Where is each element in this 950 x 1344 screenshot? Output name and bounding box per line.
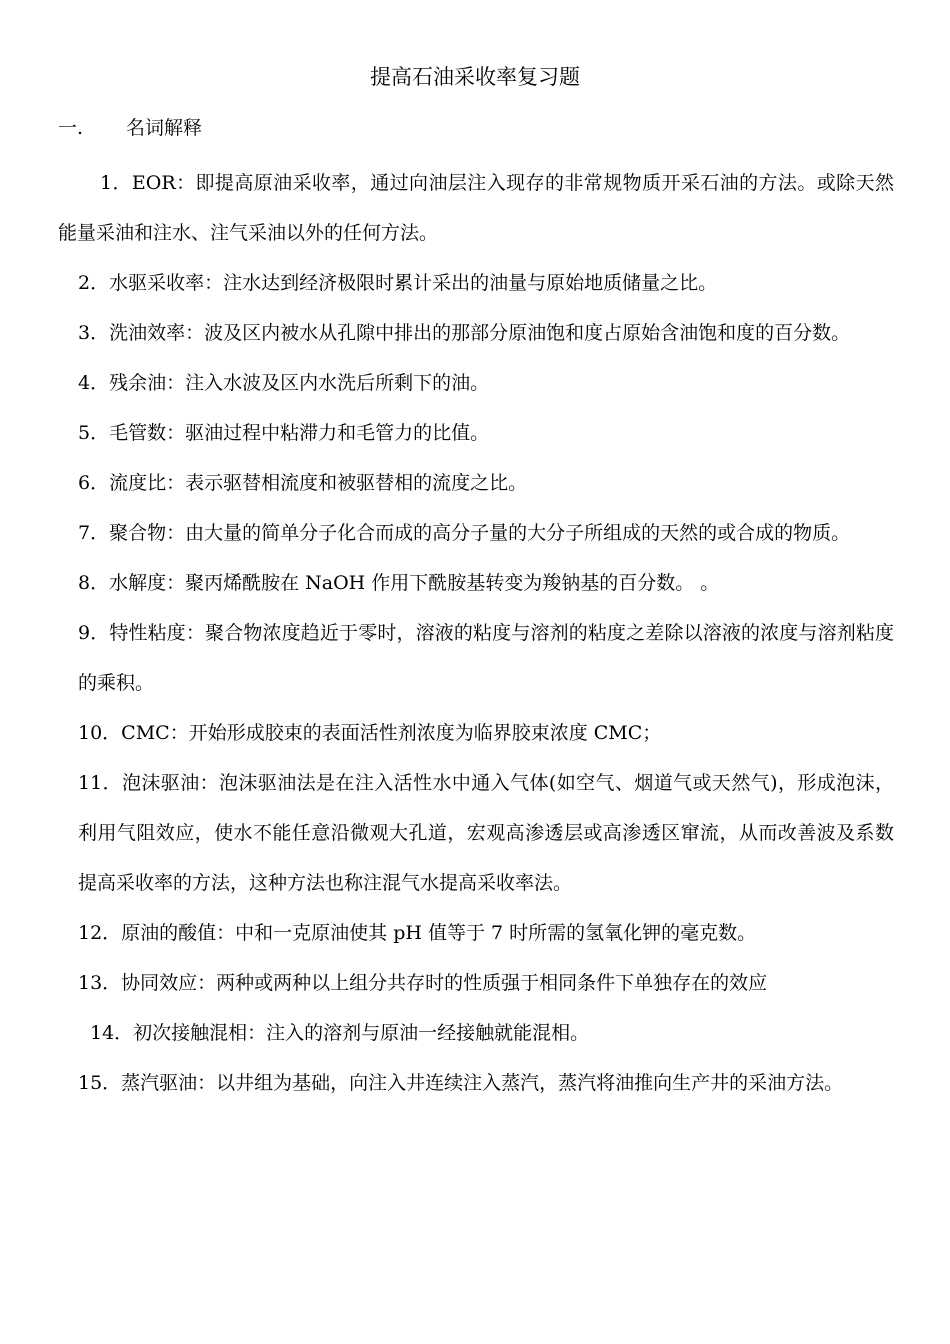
definition-item: 1．EOR：即提高原油采收率，通过向油层注入现存的非常规物质开采石油的方法。或除天然能量采油和注水、注气采油以外的任何方法。 <box>58 172 894 244</box>
definition-item: 2．水驱采收率：注水达到经济极限时累计采出的油量与原始地质储量之比。 <box>78 272 718 294</box>
definition-list <box>58 158 894 1108</box>
section-heading <box>58 112 202 144</box>
definition-item: 10．CMC：开始形成胶束的表面活性剂浓度为临界胶束浓度 CMC； <box>78 722 662 744</box>
definition-item: 9．特性粘度：聚合物浓度趋近于零时，溶液的粘度与溶剂的粘度之差除以溶液的浓度与溶剂粘度的乘积。 <box>78 622 894 694</box>
definition-item: 3．洗油效率：波及区内被水从孔隙中排出的那部分原油饱和度占原始含油饱和度的百分数。 <box>78 322 851 344</box>
definition-item: 12．原油的酸值：中和一克原油使其 pH 值等于 7 时所需的氢氧化钾的毫克数。 <box>78 922 757 944</box>
definition-item: 6．流度比：表示驱替相流度和被驱替相的流度之比。 <box>78 472 528 494</box>
definition-item: 15．蒸汽驱油：以井组为基础，向注入井连续注入蒸汽，蒸汽将油推向生产井的采油方法。 <box>78 1072 844 1094</box>
section-title: 名词解释 <box>126 117 203 139</box>
definition-item: 5．毛管数：驱油过程中粘滞力和毛管力的比值。 <box>78 422 490 444</box>
definition-item: 7．聚合物：由大量的简单分子化合而成的高分子量的大分子所组成的天然的或合成的物质。 <box>78 522 851 544</box>
definition-item: 4．残余油：注入水波及区内水洗后所剩下的油。 <box>78 372 490 394</box>
definition-item: 8．水解度：聚丙烯酰胺在 NaOH 作用下酰胺基转变为羧钠基的百分数。 。 <box>78 572 720 594</box>
definition-item: 13．协同效应：两种或两种以上组分共存时的性质强于相同条件下单独存在的效应 <box>78 972 768 994</box>
section-number: 一. <box>58 117 84 139</box>
definition-item: 11．泡沫驱油：泡沫驱油法是在注入活性水中通入气体(如空气、烟道气或天然气)，形成泡沫，利用气阻效应，使水不能任意沿微观大孔道，宏观高渗透层或高渗透区窜流，从而改善波及系数提高采收率的方法，这种方法也称注混气水提高采收率法。 <box>78 772 894 894</box>
definition-item: 14．初次接触混相：注入的溶剂与原油一经接触就能混相。 <box>90 1022 590 1044</box>
page-title: 提高石油采收率复习题 <box>370 65 580 89</box>
